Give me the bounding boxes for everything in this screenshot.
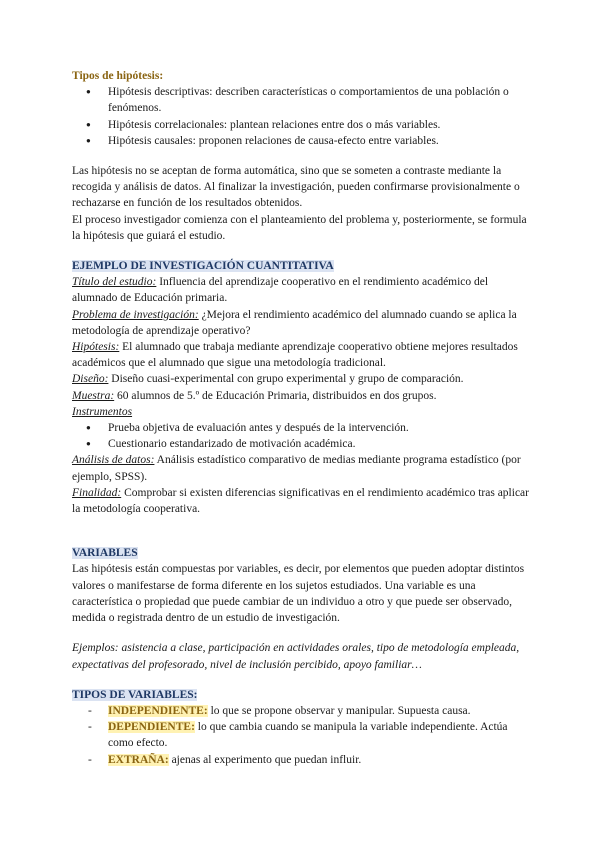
problema-text: ¿Mejora el rendimiento académico del alumnado cuando se aplica la metodología de aprendizaje operativo?	[72, 308, 517, 337]
list-item: ● Cuestionario estandarizado de motivación académica.	[108, 436, 530, 452]
variable-term: EXTRAÑA:	[108, 753, 169, 766]
muestra-text: 60 alumnos de 5.º de Educación Primaria, distribuidos en dos grupos.	[114, 389, 437, 402]
list-item: ● Prueba objetiva de evaluación antes y después de la intervención.	[108, 420, 530, 436]
diseno-label: Diseño:	[72, 373, 109, 386]
instrumentos-label: Instrumentos	[72, 405, 133, 418]
variable-term: INDEPENDIENTE:	[108, 704, 208, 717]
diseno-text: Diseño cuasi-experimental con grupo experimental y grupo de comparación.	[108, 373, 464, 386]
example-hipotesis	[72, 339, 530, 371]
example-finalidad	[72, 485, 530, 517]
list-item: ● Hipótesis correlacionales: plantean relaciones entre dos o más variables.	[108, 117, 530, 133]
titulo-label: Título del estudio:	[72, 276, 157, 289]
variables-heading: VARIABLES	[72, 547, 138, 560]
variable-types-list	[72, 703, 530, 768]
variables-examples: Ejemplos: asistencia a clase, participación en actividades orales, tipo de metodología empleada, expectativas del profesorado, nivel de inclusión percibido, apoyo familiar…	[72, 642, 520, 671]
hipotesis-label: Hipótesis:	[72, 341, 120, 354]
titulo-text: Influencia del aprendizaje cooperativo en el rendimiento académico del alumnado de Educación primaria.	[72, 276, 489, 305]
variable-desc: ajenas al experimento que puedan influir.	[168, 753, 362, 766]
hipotesis-text: El alumnado que trabaja mediante aprendizaje cooperativo obtiene mejores resultados académicos que el alumnado que sigue una metodología tradicional.	[72, 341, 518, 370]
example-diseno	[72, 371, 530, 387]
example-muestra	[72, 388, 530, 404]
paragraph-proceso: El proceso investigador comienza con el planteamiento del problema y, posteriormente, se formula la hipótesis que guiará el estudio.	[72, 213, 527, 242]
example-heading: EJEMPLO DE INVESTIGACIÓN CUANTITATIVA	[72, 260, 334, 273]
analisis-text: Análisis estadístico comparativo de medias mediante programa estadístico (por ejemplo, SPSS).	[72, 454, 521, 483]
variable-desc: lo que cambia cuando se manipula la variable independiente. Actúa como efecto.	[108, 721, 508, 750]
variables-paragraph: Las hipótesis están compuestas por variables, es decir, por elementos que pueden adoptar distintos valores o manifestarse de forma diferente en los sujetos estudiados. Una variable es una característica o propiedad que puede cambiar de un individuo a otro y que puede ser observado, medida o registrada dentro de un estudio de investigación.	[72, 563, 525, 625]
analisis-label: Análisis de datos:	[72, 454, 155, 467]
example-titulo	[72, 274, 530, 306]
example-problema	[72, 307, 530, 339]
hypothesis-types-list	[72, 84, 530, 149]
instrumentos-list	[72, 420, 530, 452]
list-item	[108, 719, 530, 751]
finalidad-label: Finalidad:	[72, 486, 122, 499]
problema-label: Problema de investigación:	[72, 308, 199, 321]
list-item: ● Hipótesis descriptivas: describen características o comportamientos de una población o fenómenos.	[108, 84, 530, 116]
finalidad-text: Comprobar si existen diferencias significativas en el rendimiento académico tras aplicar la metodología cooperativa.	[72, 486, 529, 516]
document-page	[72, 68, 530, 768]
example-analisis	[72, 452, 530, 484]
variable-term: DEPENDIENTE:	[108, 721, 195, 734]
example-instrumentos	[72, 404, 530, 420]
hypothesis-types-heading: Tipos de hipótesis:	[72, 70, 164, 82]
muestra-label: Muestra:	[72, 389, 115, 402]
list-item	[108, 752, 530, 768]
list-item	[108, 703, 530, 719]
paragraph-contraste: Las hipótesis no se aceptan de forma automática, sino que se someten a contraste mediante la recogida y análisis de datos. Al finalizar la investigación, pueden confirmarse provisionalmente o rechazarse en función de los resultados obtenidos.	[72, 165, 520, 210]
variable-types-heading: TIPOS DE VARIABLES:	[72, 688, 198, 701]
variable-desc: lo que se propone observar y manipular. Supuesta causa.	[207, 704, 471, 717]
list-item: ● Hipótesis causales: proponen relaciones de causa-efecto entre variables.	[108, 133, 530, 149]
